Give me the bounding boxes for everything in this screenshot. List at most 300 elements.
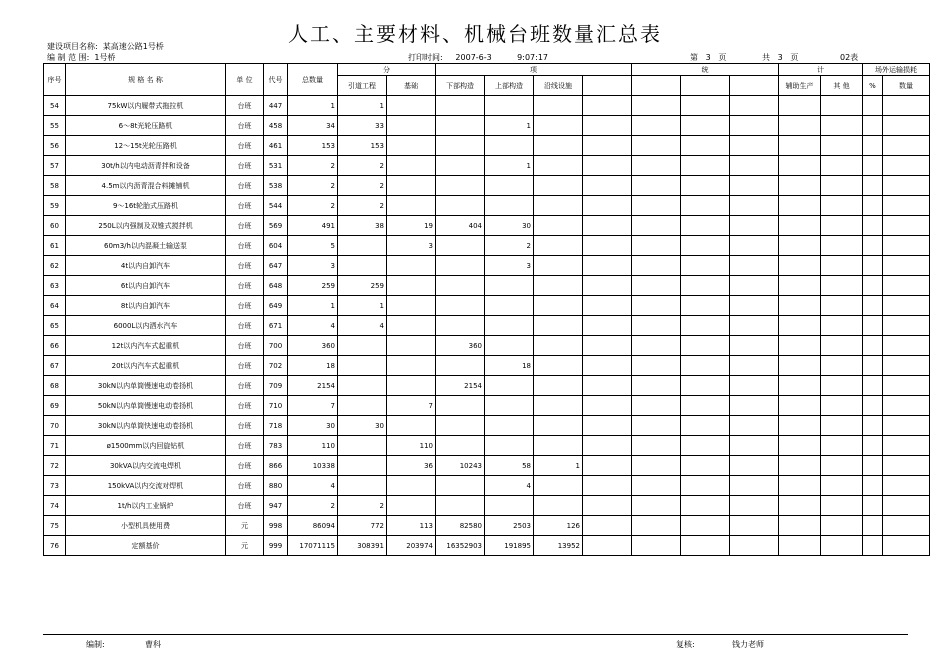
cell-total: 2	[288, 196, 338, 216]
cell-total: 7	[288, 396, 338, 416]
cell-blank	[681, 356, 730, 376]
header-transport: 场外运输损耗	[863, 64, 930, 76]
cell-unit: 台班	[226, 416, 264, 436]
cell-sub-2: 19	[387, 216, 436, 236]
cell-unit: 台班	[226, 336, 264, 356]
table-row	[44, 136, 930, 156]
cell-blank	[730, 516, 779, 536]
cell-blank	[583, 476, 632, 496]
header-ji: 计	[779, 64, 863, 76]
cell-sub-1: 1	[338, 296, 387, 316]
cell-unit: 元	[226, 516, 264, 536]
cell-blank	[632, 96, 681, 116]
header-aux: 辅助生产	[779, 76, 821, 96]
cell-blank	[681, 96, 730, 116]
cell-qty	[883, 116, 930, 136]
cell-blank	[632, 176, 681, 196]
cell-sub-1	[338, 376, 387, 396]
table-row	[44, 436, 930, 456]
cell-sub-5	[534, 116, 583, 136]
cell-sub-2: 3	[387, 236, 436, 256]
cell-other	[821, 336, 863, 356]
cell-sub-5	[534, 396, 583, 416]
cell-unit: 元	[226, 536, 264, 556]
cell-aux	[779, 256, 821, 276]
table-row	[44, 116, 930, 136]
cell-total: 34	[288, 116, 338, 136]
cell-sub-3	[436, 356, 485, 376]
table-row	[44, 256, 930, 276]
total-unit: 页	[790, 53, 799, 62]
cell-sub-5	[534, 196, 583, 216]
cell-pct	[863, 516, 883, 536]
cell-blank	[583, 336, 632, 356]
cell-name: 60m3/h以内混凝土输送泵	[66, 236, 226, 256]
cell-aux	[779, 276, 821, 296]
cell-name: 9～16t轮胎式压路机	[66, 196, 226, 216]
cell-name: ø1500mm以内回旋钻机	[66, 436, 226, 456]
cell-unit: 台班	[226, 116, 264, 136]
cell-pct	[863, 396, 883, 416]
scope-value: 1号桥	[94, 53, 116, 62]
cell-sub-1: 259	[338, 276, 387, 296]
cell-blank	[681, 196, 730, 216]
cell-blank	[681, 116, 730, 136]
header-blank-4	[730, 76, 779, 96]
cell-sub-3	[436, 176, 485, 196]
cell-aux	[779, 496, 821, 516]
table-row	[44, 456, 930, 476]
cell-sub-5	[534, 356, 583, 376]
cell-sub-3: 404	[436, 216, 485, 236]
cell-seq: 55	[44, 116, 66, 136]
project-name-line	[47, 41, 164, 52]
cell-qty	[883, 516, 930, 536]
cell-qty	[883, 276, 930, 296]
cell-pct	[863, 116, 883, 136]
cell-sub-1: 2	[338, 496, 387, 516]
cell-total: 2	[288, 156, 338, 176]
cell-blank	[632, 356, 681, 376]
cell-sub-5	[534, 296, 583, 316]
cell-sub-4: 2503	[485, 516, 534, 536]
cell-blank	[583, 116, 632, 136]
cell-sub-5	[534, 136, 583, 156]
cell-other	[821, 536, 863, 556]
cell-sub-4: 1	[485, 156, 534, 176]
cell-blank	[730, 436, 779, 456]
reviewer-name: 钱力老师	[732, 640, 764, 649]
cell-sub-5	[534, 156, 583, 176]
cell-pct	[863, 176, 883, 196]
cell-blank	[632, 236, 681, 256]
cell-blank	[681, 336, 730, 356]
cell-seq: 68	[44, 376, 66, 396]
cell-sub-1	[338, 476, 387, 496]
cell-qty	[883, 496, 930, 516]
cell-name: 75kW以内履带式拖拉机	[66, 96, 226, 116]
cell-sub-5	[534, 496, 583, 516]
cell-sub-2	[387, 276, 436, 296]
cell-sub-2	[387, 296, 436, 316]
cell-sub-4	[485, 336, 534, 356]
cell-unit: 台班	[226, 496, 264, 516]
project-value: 某高速公路1号桥	[102, 42, 164, 51]
cell-aux	[779, 196, 821, 216]
cell-blank	[583, 236, 632, 256]
cell-unit: 台班	[226, 156, 264, 176]
header-sub-1: 引道工程	[338, 76, 387, 96]
table-row	[44, 276, 930, 296]
cell-sub-5	[534, 336, 583, 356]
cell-total: 1	[288, 296, 338, 316]
cell-name: 8t以内自卸汽车	[66, 296, 226, 316]
cell-aux	[779, 156, 821, 176]
cell-blank	[681, 416, 730, 436]
header-tong: 统	[632, 64, 779, 76]
cell-other	[821, 376, 863, 396]
cell-seq: 62	[44, 256, 66, 276]
cell-pct	[863, 236, 883, 256]
cell-pct	[863, 96, 883, 116]
cell-blank	[730, 196, 779, 216]
cell-other	[821, 196, 863, 216]
cell-sub-1: 153	[338, 136, 387, 156]
form-code: 02表	[840, 53, 859, 62]
cell-sub-5	[534, 176, 583, 196]
cell-blank	[583, 136, 632, 156]
cell-seq: 54	[44, 96, 66, 116]
cell-blank	[730, 336, 779, 356]
cell-sub-4	[485, 136, 534, 156]
cell-seq: 63	[44, 276, 66, 296]
header-total: 总数量	[288, 64, 338, 96]
summary-table	[43, 63, 930, 556]
cell-total: 10338	[288, 456, 338, 476]
cell-blank	[730, 356, 779, 376]
cell-sub-3: 82580	[436, 516, 485, 536]
cell-sub-3	[436, 116, 485, 136]
cell-seq: 76	[44, 536, 66, 556]
cell-code: 718	[264, 416, 288, 436]
cell-unit: 台班	[226, 436, 264, 456]
cell-blank	[730, 136, 779, 156]
cell-code: 700	[264, 336, 288, 356]
cell-qty	[883, 176, 930, 196]
cell-unit: 台班	[226, 376, 264, 396]
cell-sub-5	[534, 236, 583, 256]
cell-seq: 72	[44, 456, 66, 476]
page-title: 人工、主要材料、机械台班数量汇总表	[288, 22, 662, 46]
table-row	[44, 96, 930, 116]
cell-seq: 61	[44, 236, 66, 256]
cell-blank	[632, 276, 681, 296]
cell-aux	[779, 316, 821, 336]
cell-total: 1	[288, 96, 338, 116]
cell-sub-1	[338, 456, 387, 476]
cell-name: 30kVA以内交流电焊机	[66, 456, 226, 476]
cell-seq: 74	[44, 496, 66, 516]
cell-sub-2	[387, 156, 436, 176]
cell-pct	[863, 376, 883, 396]
cell-sub-2	[387, 136, 436, 156]
cell-sub-3	[436, 476, 485, 496]
cell-name: 12t以内汽车式起重机	[66, 336, 226, 356]
cell-aux	[779, 296, 821, 316]
cell-code: 783	[264, 436, 288, 456]
cell-sub-3: 16352903	[436, 536, 485, 556]
scope-line	[47, 52, 116, 63]
cell-sub-3	[436, 156, 485, 176]
cell-sub-3	[436, 416, 485, 436]
cell-blank	[583, 436, 632, 456]
cell-sub-4	[485, 196, 534, 216]
footer-divider	[43, 634, 908, 635]
cell-name: 250L以内强制及双锥式搅拌机	[66, 216, 226, 236]
cell-sub-3	[436, 196, 485, 216]
cell-other	[821, 96, 863, 116]
cell-total: 4	[288, 316, 338, 336]
cell-other	[821, 156, 863, 176]
cell-blank	[681, 296, 730, 316]
cell-seq: 58	[44, 176, 66, 196]
cell-sub-2: 7	[387, 396, 436, 416]
table-row	[44, 516, 930, 536]
print-time-line	[408, 52, 548, 63]
page-label: 第	[690, 53, 698, 62]
cell-seq: 57	[44, 156, 66, 176]
cell-pct	[863, 496, 883, 516]
cell-sub-3	[436, 296, 485, 316]
cell-sub-4: 1	[485, 116, 534, 136]
cell-qty	[883, 456, 930, 476]
cell-name: 6～8t光轮压路机	[66, 116, 226, 136]
cell-aux	[779, 116, 821, 136]
cell-seq: 59	[44, 196, 66, 216]
cell-qty	[883, 376, 930, 396]
cell-other	[821, 316, 863, 336]
cell-code: 604	[264, 236, 288, 256]
cell-sub-4: 30	[485, 216, 534, 236]
cell-seq: 75	[44, 516, 66, 536]
cell-blank	[681, 316, 730, 336]
cell-blank	[632, 496, 681, 516]
cell-aux	[779, 396, 821, 416]
page-unit: 页	[718, 53, 727, 62]
cell-blank	[632, 436, 681, 456]
cell-blank	[730, 376, 779, 396]
cell-blank	[632, 416, 681, 436]
cell-code: 461	[264, 136, 288, 156]
table-row	[44, 196, 930, 216]
scope-label: 编 制 范 围:	[47, 53, 90, 62]
cell-blank	[583, 416, 632, 436]
cell-sub-4	[485, 176, 534, 196]
cell-other	[821, 396, 863, 416]
cell-pct	[863, 296, 883, 316]
cell-blank	[632, 336, 681, 356]
print-label: 打印时间:	[408, 53, 443, 62]
cell-blank	[583, 396, 632, 416]
cell-sub-4: 58	[485, 456, 534, 476]
total-pages-indicator	[762, 52, 798, 63]
header-code: 代号	[264, 64, 288, 96]
cell-sub-3	[436, 256, 485, 276]
cell-blank	[632, 116, 681, 136]
cell-pct	[863, 476, 883, 496]
cell-blank	[681, 156, 730, 176]
cell-total: 17071115	[288, 536, 338, 556]
header-qty: 数量	[883, 76, 930, 96]
cell-other	[821, 216, 863, 236]
cell-aux	[779, 236, 821, 256]
table-row	[44, 476, 930, 496]
cell-name: 30kN以内单筒慢速电动卷扬机	[66, 376, 226, 396]
cell-other	[821, 296, 863, 316]
cell-total: 86094	[288, 516, 338, 536]
cell-aux	[779, 136, 821, 156]
cell-sub-1	[338, 396, 387, 416]
table-row	[44, 316, 930, 336]
cell-aux	[779, 216, 821, 236]
cell-sub-2: 113	[387, 516, 436, 536]
cell-unit: 台班	[226, 176, 264, 196]
cell-blank	[583, 256, 632, 276]
cell-code: 569	[264, 216, 288, 236]
cell-qty	[883, 96, 930, 116]
cell-name: 4t以内自卸汽车	[66, 256, 226, 276]
cell-other	[821, 116, 863, 136]
cell-aux	[779, 336, 821, 356]
cell-pct	[863, 456, 883, 476]
cell-blank	[583, 276, 632, 296]
cell-sub-1: 30	[338, 416, 387, 436]
cell-blank	[681, 256, 730, 276]
cell-sub-2: 203974	[387, 536, 436, 556]
cell-name: 150kVA以内交流对焊机	[66, 476, 226, 496]
total-number: 3	[777, 53, 783, 62]
cell-sub-3: 360	[436, 336, 485, 356]
cell-qty	[883, 196, 930, 216]
cell-blank	[681, 396, 730, 416]
cell-total: 360	[288, 336, 338, 356]
cell-unit: 台班	[226, 136, 264, 156]
cell-name: 6000L以内洒水汽车	[66, 316, 226, 336]
cell-blank	[681, 516, 730, 536]
cell-name: 定额基价	[66, 536, 226, 556]
cell-seq: 70	[44, 416, 66, 436]
cell-unit: 台班	[226, 196, 264, 216]
cell-aux	[779, 536, 821, 556]
cell-blank	[730, 456, 779, 476]
cell-total: 2	[288, 496, 338, 516]
cell-blank	[583, 156, 632, 176]
cell-sub-3: 2154	[436, 376, 485, 396]
header-blank-2	[632, 76, 681, 96]
cell-blank	[681, 176, 730, 196]
cell-sub-4	[485, 376, 534, 396]
table-row	[44, 296, 930, 316]
cell-name: 小型机具使用费	[66, 516, 226, 536]
cell-sub-3	[436, 396, 485, 416]
cell-total: 4	[288, 476, 338, 496]
cell-seq: 69	[44, 396, 66, 416]
cell-blank	[632, 376, 681, 396]
cell-sub-4	[485, 496, 534, 516]
cell-code: 538	[264, 176, 288, 196]
cell-aux	[779, 436, 821, 456]
cell-code: 710	[264, 396, 288, 416]
cell-blank	[632, 396, 681, 416]
cell-sub-1	[338, 256, 387, 276]
cell-sub-2: 110	[387, 436, 436, 456]
cell-sub-5	[534, 256, 583, 276]
cell-sub-2	[387, 476, 436, 496]
cell-name: 30kN以内单筒快速电动卷扬机	[66, 416, 226, 436]
cell-sub-4	[485, 416, 534, 436]
cell-sub-5	[534, 216, 583, 236]
cell-code: 649	[264, 296, 288, 316]
cell-total: 110	[288, 436, 338, 456]
cell-blank	[730, 536, 779, 556]
cell-blank	[681, 276, 730, 296]
cell-aux	[779, 376, 821, 396]
cell-aux	[779, 516, 821, 536]
cell-pct	[863, 336, 883, 356]
table-row	[44, 236, 930, 256]
cell-aux	[779, 176, 821, 196]
cell-other	[821, 236, 863, 256]
cell-sub-3	[436, 316, 485, 336]
cell-seq: 67	[44, 356, 66, 376]
cell-blank	[681, 476, 730, 496]
cell-blank	[681, 456, 730, 476]
cell-unit: 台班	[226, 236, 264, 256]
cell-sub-2	[387, 416, 436, 436]
header-sub-5: 沿线设施	[534, 76, 583, 96]
cell-sub-1: 33	[338, 116, 387, 136]
cell-sub-2	[387, 116, 436, 136]
cell-pct	[863, 536, 883, 556]
cell-qty	[883, 536, 930, 556]
cell-blank	[681, 216, 730, 236]
cell-blank	[730, 216, 779, 236]
cell-pct	[863, 276, 883, 296]
cell-seq: 64	[44, 296, 66, 316]
cell-sub-1	[338, 336, 387, 356]
cell-blank	[681, 376, 730, 396]
cell-sub-4	[485, 316, 534, 336]
cell-sub-4: 191895	[485, 536, 534, 556]
cell-unit: 台班	[226, 96, 264, 116]
cell-unit: 台班	[226, 396, 264, 416]
cell-sub-1: 772	[338, 516, 387, 536]
print-date: 2007-6-3	[455, 53, 492, 62]
cell-blank	[730, 236, 779, 256]
cell-blank	[632, 536, 681, 556]
cell-sub-5	[534, 436, 583, 456]
cell-blank	[632, 216, 681, 236]
header-row-top	[44, 64, 930, 76]
cell-sub-1: 2	[338, 196, 387, 216]
cell-pct	[863, 436, 883, 456]
cell-unit: 台班	[226, 456, 264, 476]
cell-code: 947	[264, 496, 288, 516]
header-sub-4: 上部构造	[485, 76, 534, 96]
cell-name: 50kN以内单筒慢速电动卷扬机	[66, 396, 226, 416]
cell-sub-5	[534, 416, 583, 436]
cell-sub-2	[387, 496, 436, 516]
